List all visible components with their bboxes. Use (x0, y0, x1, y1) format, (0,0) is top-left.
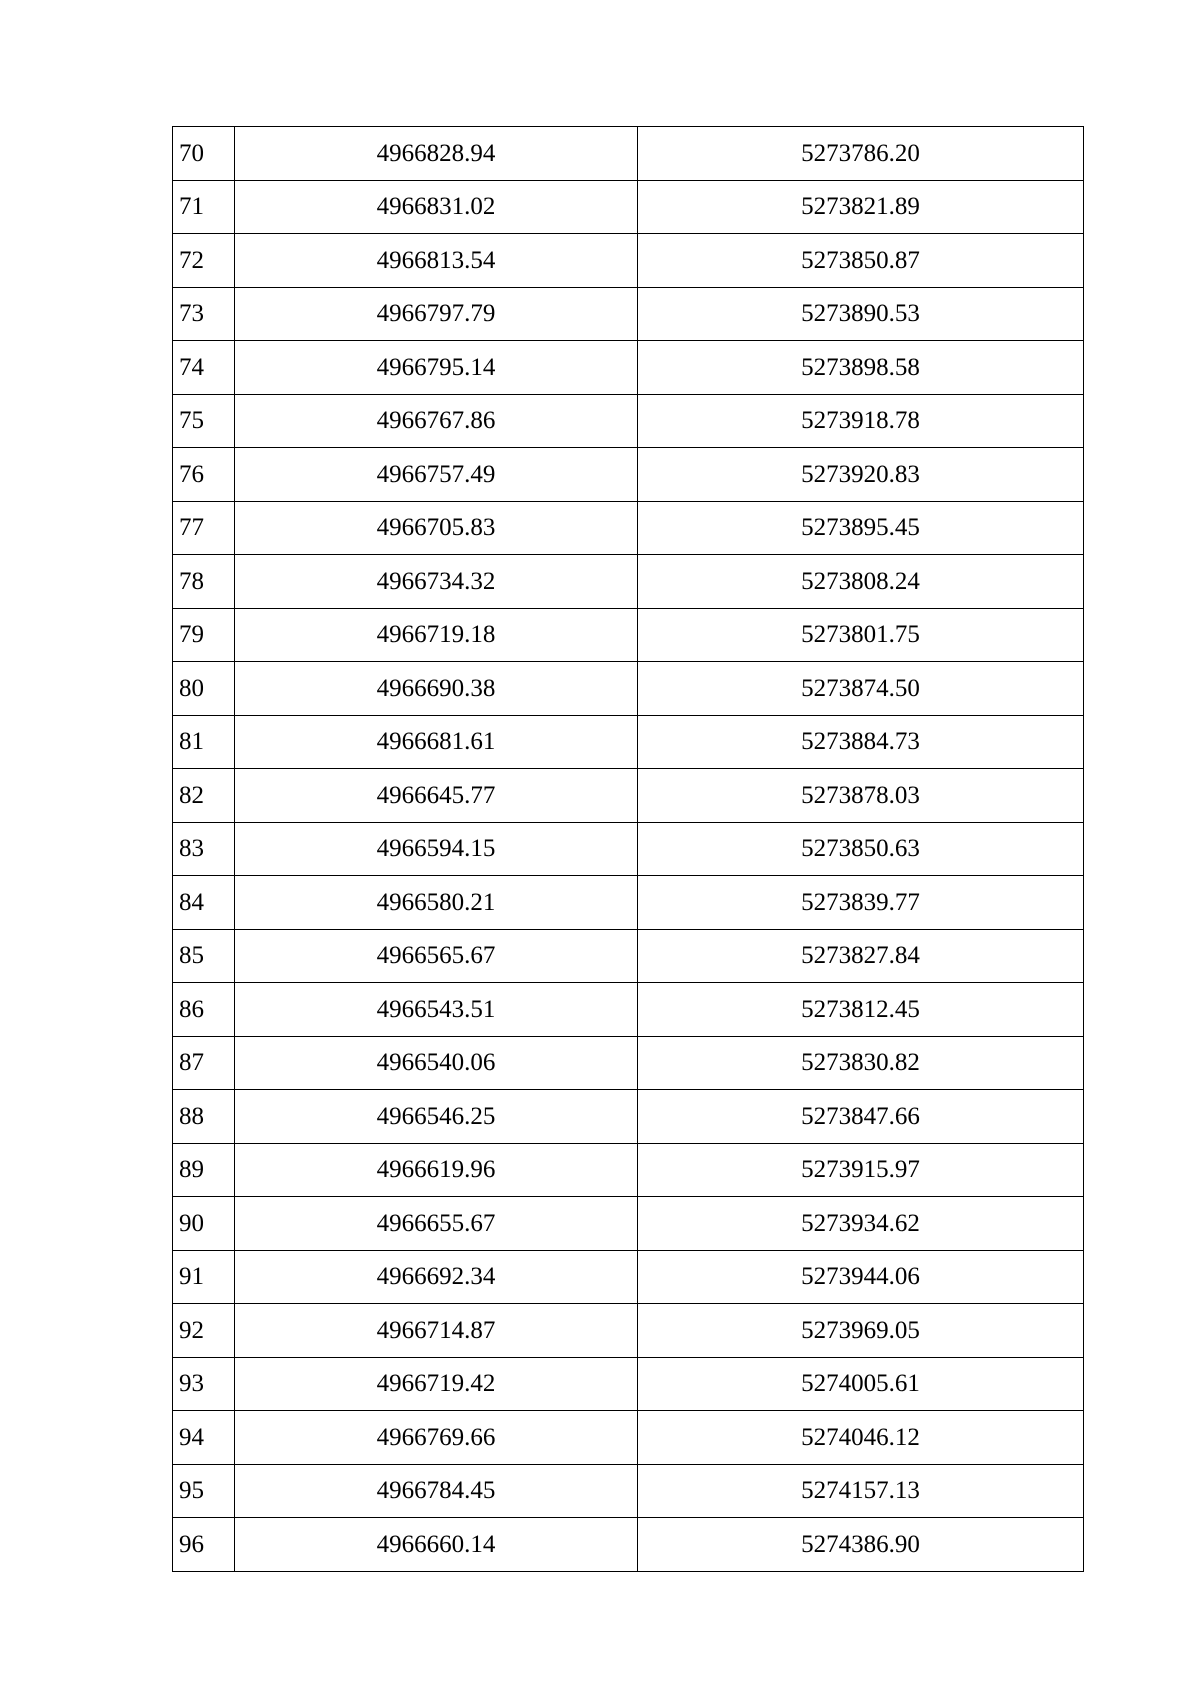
x-coordinate-cell: 4966813.54 (235, 234, 638, 288)
point-number-cell: 82 (173, 769, 235, 823)
y-coordinate-cell: 5273821.89 (638, 180, 1084, 234)
x-coordinate-cell: 4966784.45 (235, 1464, 638, 1518)
y-coordinate-cell: 5273830.82 (638, 1036, 1084, 1090)
x-coordinate-cell: 4966828.94 (235, 127, 638, 181)
table-row (173, 608, 1084, 662)
y-coordinate-cell: 5273890.53 (638, 287, 1084, 341)
y-coordinate-cell: 5273812.45 (638, 983, 1084, 1037)
x-coordinate-cell: 4966540.06 (235, 1036, 638, 1090)
x-coordinate-cell: 4966660.14 (235, 1518, 638, 1572)
x-coordinate-cell: 4966734.32 (235, 555, 638, 609)
x-coordinate-cell: 4966594.15 (235, 822, 638, 876)
x-coordinate-cell: 4966719.18 (235, 608, 638, 662)
point-number-cell: 85 (173, 929, 235, 983)
x-coordinate-cell: 4966681.61 (235, 715, 638, 769)
x-coordinate-cell: 4966831.02 (235, 180, 638, 234)
x-coordinate-cell: 4966655.67 (235, 1197, 638, 1251)
y-coordinate-cell: 5273918.78 (638, 394, 1084, 448)
x-coordinate-cell: 4966797.79 (235, 287, 638, 341)
table-row (173, 1357, 1084, 1411)
x-coordinate-cell: 4966546.25 (235, 1090, 638, 1144)
point-number-cell: 88 (173, 1090, 235, 1144)
point-number-cell: 73 (173, 287, 235, 341)
table-row (173, 127, 1084, 181)
table-row (173, 1090, 1084, 1144)
y-coordinate-cell: 5273884.73 (638, 715, 1084, 769)
x-coordinate-cell: 4966692.34 (235, 1250, 638, 1304)
coordinates-table (172, 126, 1084, 1572)
point-number-cell: 79 (173, 608, 235, 662)
point-number-cell: 90 (173, 1197, 235, 1251)
table-row (173, 448, 1084, 502)
coordinates-table-body (173, 127, 1084, 1572)
table-row (173, 822, 1084, 876)
x-coordinate-cell: 4966767.86 (235, 394, 638, 448)
point-number-cell: 71 (173, 180, 235, 234)
table-row (173, 1304, 1084, 1358)
y-coordinate-cell: 5273850.63 (638, 822, 1084, 876)
point-number-cell: 87 (173, 1036, 235, 1090)
table-row (173, 234, 1084, 288)
table-row (173, 1411, 1084, 1465)
x-coordinate-cell: 4966795.14 (235, 341, 638, 395)
y-coordinate-cell: 5273839.77 (638, 876, 1084, 930)
table-row (173, 1036, 1084, 1090)
y-coordinate-cell: 5273934.62 (638, 1197, 1084, 1251)
x-coordinate-cell: 4966565.67 (235, 929, 638, 983)
table-row (173, 1464, 1084, 1518)
x-coordinate-cell: 4966714.87 (235, 1304, 638, 1358)
point-number-cell: 74 (173, 341, 235, 395)
point-number-cell: 75 (173, 394, 235, 448)
y-coordinate-cell: 5274386.90 (638, 1518, 1084, 1572)
table-row (173, 394, 1084, 448)
x-coordinate-cell: 4966645.77 (235, 769, 638, 823)
y-coordinate-cell: 5273847.66 (638, 1090, 1084, 1144)
x-coordinate-cell: 4966619.96 (235, 1143, 638, 1197)
point-number-cell: 95 (173, 1464, 235, 1518)
point-number-cell: 70 (173, 127, 235, 181)
point-number-cell: 80 (173, 662, 235, 716)
point-number-cell: 86 (173, 983, 235, 1037)
table-row (173, 180, 1084, 234)
table-row (173, 1197, 1084, 1251)
point-number-cell: 84 (173, 876, 235, 930)
point-number-cell: 77 (173, 501, 235, 555)
table-row (173, 983, 1084, 1037)
point-number-cell: 81 (173, 715, 235, 769)
table-row (173, 1518, 1084, 1572)
table-row (173, 1143, 1084, 1197)
point-number-cell: 96 (173, 1518, 235, 1572)
y-coordinate-cell: 5273944.06 (638, 1250, 1084, 1304)
point-number-cell: 78 (173, 555, 235, 609)
x-coordinate-cell: 4966580.21 (235, 876, 638, 930)
point-number-cell: 89 (173, 1143, 235, 1197)
y-coordinate-cell: 5273786.20 (638, 127, 1084, 181)
y-coordinate-cell: 5273878.03 (638, 769, 1084, 823)
x-coordinate-cell: 4966705.83 (235, 501, 638, 555)
y-coordinate-cell: 5273915.97 (638, 1143, 1084, 1197)
x-coordinate-cell: 4966757.49 (235, 448, 638, 502)
point-number-cell: 72 (173, 234, 235, 288)
x-coordinate-cell: 4966769.66 (235, 1411, 638, 1465)
y-coordinate-cell: 5274046.12 (638, 1411, 1084, 1465)
table-row (173, 715, 1084, 769)
y-coordinate-cell: 5273920.83 (638, 448, 1084, 502)
point-number-cell: 94 (173, 1411, 235, 1465)
table-row (173, 1250, 1084, 1304)
x-coordinate-cell: 4966719.42 (235, 1357, 638, 1411)
y-coordinate-cell: 5274157.13 (638, 1464, 1084, 1518)
y-coordinate-cell: 5273850.87 (638, 234, 1084, 288)
point-number-cell: 76 (173, 448, 235, 502)
x-coordinate-cell: 4966543.51 (235, 983, 638, 1037)
table-row (173, 876, 1084, 930)
point-number-cell: 93 (173, 1357, 235, 1411)
point-number-cell: 92 (173, 1304, 235, 1358)
table-row (173, 662, 1084, 716)
y-coordinate-cell: 5273969.05 (638, 1304, 1084, 1358)
y-coordinate-cell: 5273801.75 (638, 608, 1084, 662)
y-coordinate-cell: 5273895.45 (638, 501, 1084, 555)
x-coordinate-cell: 4966690.38 (235, 662, 638, 716)
point-number-cell: 83 (173, 822, 235, 876)
table-row (173, 341, 1084, 395)
y-coordinate-cell: 5273808.24 (638, 555, 1084, 609)
table-row (173, 769, 1084, 823)
table-row (173, 501, 1084, 555)
table-row (173, 555, 1084, 609)
table-row (173, 929, 1084, 983)
point-number-cell: 91 (173, 1250, 235, 1304)
y-coordinate-cell: 5273827.84 (638, 929, 1084, 983)
table-row (173, 287, 1084, 341)
y-coordinate-cell: 5273898.58 (638, 341, 1084, 395)
y-coordinate-cell: 5274005.61 (638, 1357, 1084, 1411)
y-coordinate-cell: 5273874.50 (638, 662, 1084, 716)
